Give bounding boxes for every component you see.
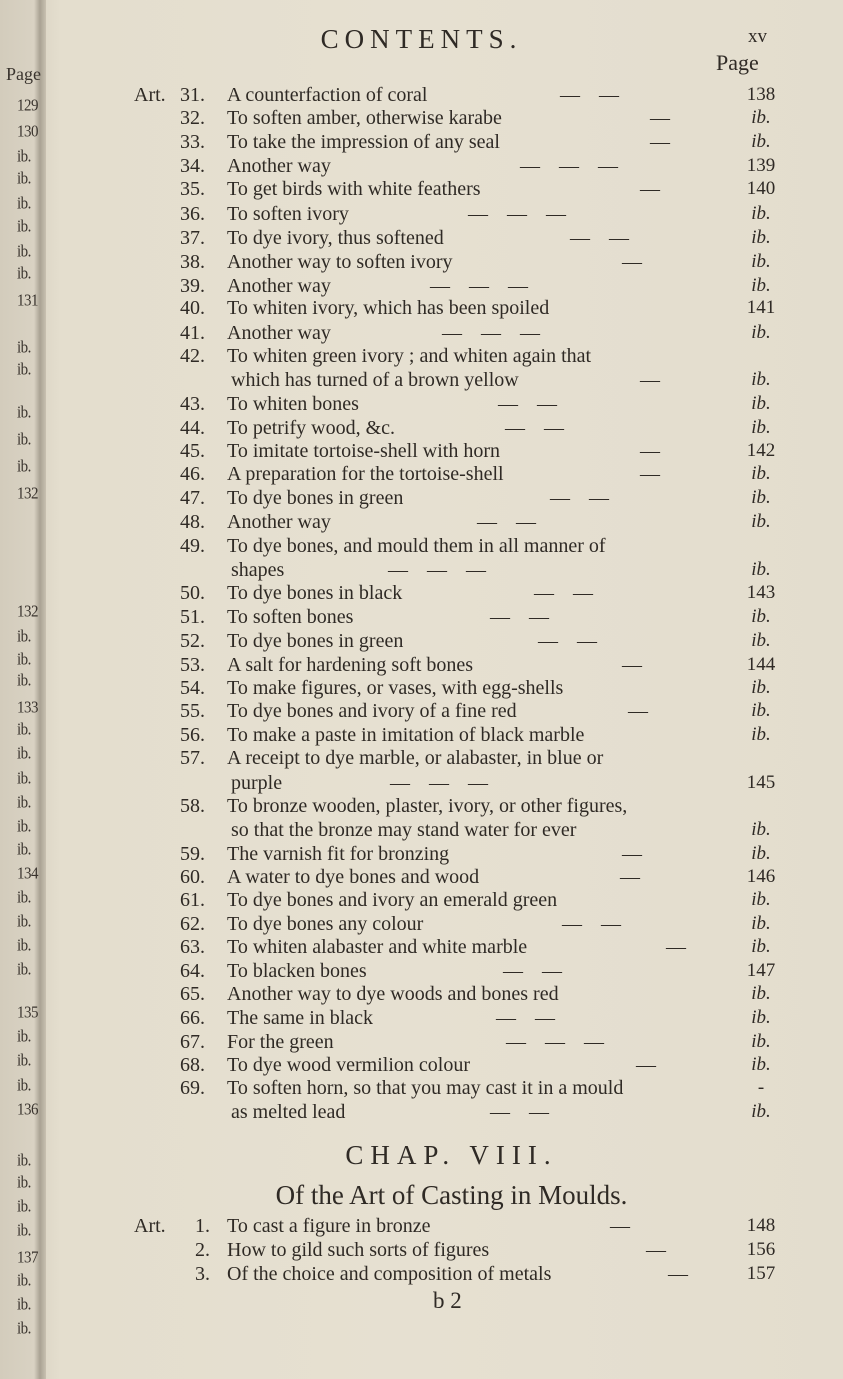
folio-number: xv (748, 26, 767, 47)
entry-title: To dye bones any colour (227, 913, 424, 935)
entry-page: ib. (751, 131, 771, 152)
contents-entry (0, 463, 843, 489)
facing-page-number: ib. (17, 195, 31, 213)
facing-page-number: ib. (17, 243, 31, 261)
facing-page-number: ib. (17, 458, 31, 476)
entry-number: 38. (180, 251, 205, 273)
facing-page-number: 135 (17, 1004, 38, 1022)
leader-dashes: — — (503, 960, 562, 982)
facing-page-number: ib. (17, 1222, 31, 1240)
entry-page: ib. (751, 1031, 771, 1052)
entry-title: To dye bones and ivory an emerald green (227, 889, 558, 911)
facing-page-number: ib. (17, 148, 31, 166)
leader-dashes: — — (550, 487, 609, 509)
leader-dashes: — (640, 463, 660, 485)
facing-page-number: 130 (17, 123, 38, 141)
entry-number: 62. (180, 913, 205, 935)
facing-page-number: ib. (17, 218, 31, 236)
entry-page: ib. (751, 559, 771, 580)
leader-dashes: — (646, 1239, 666, 1261)
entry-title: To whiten ivory, which has been spoiled (227, 297, 550, 319)
facing-page-number: ib. (17, 913, 31, 931)
leader-dashes: — — — (442, 322, 540, 344)
facing-page-number: ib. (17, 745, 31, 763)
entry-page: ib. (751, 936, 771, 957)
contents-entry (0, 1077, 843, 1103)
entry-page: ib. (751, 630, 771, 651)
leader-dashes: — (622, 251, 642, 273)
entry-title: Another way (227, 511, 331, 533)
entry-title: To soften amber, otherwise karabe (227, 107, 502, 129)
leader-dashes: — — — (520, 155, 618, 177)
entry-page: ib. (751, 463, 771, 484)
entry-title: Another way (227, 155, 331, 177)
contents-entry (0, 487, 843, 513)
entry-number: 46. (180, 463, 205, 485)
entry-number: 37. (180, 227, 205, 249)
entry-title: How to gild such sorts of figures (227, 1239, 490, 1261)
entry-title: To dye bones in green (227, 630, 404, 652)
signature-mark: b 2 (433, 1288, 462, 1313)
leader-dashes: — — (562, 913, 621, 935)
leader-dashes: — (610, 1215, 630, 1237)
entry-page: 145 (746, 772, 776, 793)
contents-entry (0, 227, 843, 253)
entry-title: To dye bones, and mould them in all manner of (227, 535, 606, 557)
facing-page-number: ib. (17, 672, 31, 690)
entry-number: 55. (180, 700, 205, 722)
entry-number: 68. (180, 1054, 205, 1076)
entry-number: 50. (180, 582, 205, 604)
facing-page-number: ib. (17, 770, 31, 788)
leader-dashes: — — (498, 393, 557, 415)
contents-entry (0, 983, 843, 1009)
contents-entry (0, 819, 843, 845)
leader-dashes: — (622, 654, 642, 676)
entry-page: ib. (751, 487, 771, 508)
leader-dashes: — — (570, 227, 629, 249)
entry-page: ib. (751, 700, 771, 721)
entry-title: A salt for hardening soft bones (227, 654, 474, 676)
facing-page-number: 129 (17, 97, 38, 115)
entry-page: ib. (751, 606, 771, 627)
entry-page: 139 (746, 155, 776, 176)
entry-number: 31. (180, 84, 205, 106)
facing-page-number: 136 (17, 1101, 38, 1119)
entry-title: shapes (231, 559, 285, 581)
entry-title: To take the impression of any seal (227, 131, 500, 153)
leader-dashes: — — (534, 582, 593, 604)
entry-number: 52. (180, 630, 205, 652)
entry-number: 66. (180, 1007, 205, 1029)
entry-page: ib. (751, 913, 771, 934)
entry-title: as melted lead (231, 1101, 346, 1123)
entry-title: A receipt to dye marble, or alabaster, in blue or (227, 747, 604, 769)
entry-title: A preparation for the tortoise-shell (227, 463, 504, 485)
leader-dashes: — (650, 107, 670, 129)
contents-entry (0, 393, 843, 419)
entry-number: 51. (180, 606, 205, 628)
contents-entry (0, 630, 843, 656)
entry-number: 41. (180, 322, 205, 344)
facing-page-number: ib. (17, 1198, 31, 1216)
entry-number: 1. (195, 1215, 210, 1237)
leader-dashes: — (636, 1054, 656, 1076)
leader-dashes: — (650, 131, 670, 153)
entry-number: 58. (180, 795, 205, 817)
entry-title: To whiten alabaster and white marble (227, 936, 528, 958)
entry-number: 36. (180, 203, 205, 225)
facing-page-label: Page (6, 64, 41, 84)
entry-page: 144 (746, 654, 776, 675)
entry-number: 2. (195, 1239, 210, 1261)
contents-entry (0, 203, 843, 229)
entry-number: 43. (180, 393, 205, 415)
entry-page: 142 (746, 440, 776, 461)
entry-number: 69. (180, 1077, 205, 1099)
facing-page-number: ib. (17, 1272, 31, 1290)
facing-page-number: ib. (17, 1077, 31, 1095)
facing-page-number: 137 (17, 1249, 38, 1267)
entry-number: 49. (180, 535, 205, 557)
entry-title: Another way (227, 322, 331, 344)
leader-dashes: — — (477, 511, 536, 533)
entry-number: 33. (180, 131, 205, 153)
facing-page-number: ib. (17, 339, 31, 357)
entry-title: To cast a figure in bronze (227, 1215, 431, 1237)
entry-page: ib. (751, 819, 771, 840)
chapter-entry (0, 1263, 843, 1289)
entry-page: 157 (746, 1263, 776, 1284)
entry-title: To dye bones in green (227, 487, 404, 509)
entry-title: To dye bones and ivory of a fine red (227, 700, 517, 722)
entry-page: 146 (746, 866, 776, 887)
entry-page: ib. (751, 275, 771, 296)
entry-page: ib. (751, 107, 771, 128)
leader-dashes: — — (505, 417, 564, 439)
entry-page: ib. (751, 843, 771, 864)
entry-title: To get birds with white feathers (227, 178, 481, 200)
entry-title: Of the choice and composition of metals (227, 1263, 552, 1285)
facing-page-number: ib. (17, 841, 31, 859)
entry-title: To whiten green ivory ; and whiten again that (227, 345, 592, 367)
leader-dashes: — — (496, 1007, 555, 1029)
entry-number: 59. (180, 843, 205, 865)
contents-entry (0, 1007, 843, 1033)
entry-number: 53. (180, 654, 205, 676)
contents-entry (0, 889, 843, 915)
contents-entry (0, 795, 843, 821)
entry-page: ib. (751, 511, 771, 532)
leader-dashes: — (622, 843, 642, 865)
leader-dashes: — (628, 700, 648, 722)
entry-title: A counterfaction of coral (227, 84, 428, 106)
entry-title: purple (231, 772, 283, 794)
entry-title: Another way to soften ivory (227, 251, 453, 273)
facing-page-number: ib. (17, 404, 31, 422)
leader-dashes: — — — (468, 203, 566, 225)
entry-number: 3. (195, 1263, 210, 1285)
entry-page: 138 (746, 84, 776, 105)
entry-title: A water to dye bones and wood (227, 866, 480, 888)
entry-title: To petrify wood, &c. (227, 417, 396, 439)
facing-page-number: ib. (17, 265, 31, 283)
leader-dashes: — (620, 866, 640, 888)
entry-number: 42. (180, 345, 205, 367)
facing-page-number: ib. (17, 1320, 31, 1338)
entry-title: To soften horn, so that you may cast it in a mould (227, 1077, 624, 1099)
contents-entry (0, 345, 843, 371)
leader-dashes: — — (490, 606, 549, 628)
contents-entry (0, 107, 843, 133)
entry-title: To imitate tortoise-shell with horn (227, 440, 500, 462)
entry-page: 143 (746, 582, 776, 603)
entry-number: 32. (180, 107, 205, 129)
entry-page: 156 (746, 1239, 776, 1260)
entry-page: ib. (751, 1101, 771, 1122)
entry-page: ib. (751, 1054, 771, 1075)
facing-page-number: ib. (17, 1052, 31, 1070)
entry-page: ib. (751, 724, 771, 745)
chapter-entry (0, 1239, 843, 1265)
leader-dashes: — — (560, 84, 619, 106)
entry-number: 56. (180, 724, 205, 746)
entry-title: To whiten bones (227, 393, 359, 415)
entry-page: 140 (746, 178, 776, 199)
chapter-heading: CHAP. VIII. (345, 1140, 558, 1170)
leader-dashes: — — — (390, 772, 488, 794)
entry-number: 65. (180, 983, 205, 1005)
entry-title: To blacken bones (227, 960, 367, 982)
entry-page: ib. (751, 322, 771, 343)
entry-title: To make a paste in imitation of black marble (227, 724, 585, 746)
entry-number: 63. (180, 936, 205, 958)
leader-dashes: — — — (430, 275, 528, 297)
facing-page-number: ib. (17, 721, 31, 739)
entry-page: ib. (751, 889, 771, 910)
facing-page-number: 133 (17, 699, 38, 717)
article-label: Art. (134, 84, 166, 106)
entry-title: Another way to dye woods and bones red (227, 983, 559, 1005)
entry-page: ib. (751, 677, 771, 698)
leader-dashes: — — — (388, 559, 486, 581)
entry-title: To dye bones in black (227, 582, 403, 604)
entry-number: 47. (180, 487, 205, 509)
entry-title: To soften bones (227, 606, 354, 628)
contents-entry (0, 131, 843, 157)
chapter-subtitle: Of the Art of Casting in Moulds. (275, 1180, 628, 1210)
entry-title: To dye wood vermilion colour (227, 1054, 470, 1076)
entry-page: ib. (751, 417, 771, 438)
contents-entry (0, 747, 843, 773)
facing-page-number: ib. (17, 628, 31, 646)
entry-page: ib. (751, 369, 771, 390)
contents-entry (0, 606, 843, 632)
facing-page-number: ib. (17, 170, 31, 188)
entry-title: Another way (227, 275, 331, 297)
entry-number: 34. (180, 155, 205, 177)
entry-page: - (757, 1077, 765, 1098)
contents-entry (0, 936, 843, 962)
entry-page: 141 (746, 297, 776, 318)
entry-title: so that the bronze may stand water for ever (231, 819, 577, 841)
leader-dashes: — (666, 936, 686, 958)
entry-number: 64. (180, 960, 205, 982)
entry-title: The varnish fit for bronzing (227, 843, 450, 865)
entry-page: 148 (746, 1215, 776, 1236)
page-column-label: Page (716, 50, 759, 75)
contents-entry (0, 1101, 843, 1127)
facing-page-number: ib. (17, 1028, 31, 1046)
entry-title: The same in black (227, 1007, 374, 1029)
leader-dashes: — (640, 440, 660, 462)
leader-dashes: — — (490, 1101, 549, 1123)
facing-page-number: 132 (17, 603, 38, 621)
facing-page-number: ib. (17, 937, 31, 955)
contents-entry (0, 582, 843, 608)
chapter-entry (0, 1215, 843, 1241)
leader-dashes: — (668, 1263, 688, 1285)
entry-number: 54. (180, 677, 205, 699)
page-title: CONTENTS. (320, 24, 523, 54)
entry-title: To bronze wooden, plaster, ivory, or other figures, (227, 795, 628, 817)
entry-page: ib. (751, 227, 771, 248)
contents-entry (0, 369, 843, 395)
facing-page-number: ib. (17, 1174, 31, 1192)
contents-entry (0, 251, 843, 277)
facing-page-number: ib. (17, 1296, 31, 1314)
entry-number: 35. (180, 178, 205, 200)
entry-page: ib. (751, 203, 771, 224)
facing-page-number: ib. (17, 1152, 31, 1170)
entry-number: 40. (180, 297, 205, 319)
entry-title: To make figures, or vases, with egg-shells (227, 677, 564, 699)
contents-entry (0, 535, 843, 561)
entry-title: For the green (227, 1031, 334, 1053)
leader-dashes: — (640, 178, 660, 200)
contents-entry (0, 511, 843, 537)
facing-page-number: ib. (17, 361, 31, 379)
entry-number: 67. (180, 1031, 205, 1053)
entry-title: To dye ivory, thus softened (227, 227, 444, 249)
facing-page-number: ib. (17, 818, 31, 836)
entry-number: 61. (180, 889, 205, 911)
contents-entry (0, 297, 843, 323)
entry-page: ib. (751, 251, 771, 272)
entry-number: 48. (180, 511, 205, 533)
facing-page-number: ib. (17, 889, 31, 907)
entry-number: 57. (180, 747, 205, 769)
leader-dashes: — — — (506, 1031, 604, 1053)
facing-page-number: ib. (17, 961, 31, 979)
entry-number: 45. (180, 440, 205, 462)
entry-page: ib. (751, 983, 771, 1004)
facing-page-number: ib. (17, 651, 31, 669)
entry-number: 39. (180, 275, 205, 297)
entry-title: To soften ivory (227, 203, 349, 225)
facing-page-number: 134 (17, 865, 38, 883)
entry-title: which has turned of a brown yellow (231, 369, 519, 391)
contents-entry (0, 700, 843, 726)
entry-page: ib. (751, 1007, 771, 1028)
contents-entry (0, 178, 843, 204)
entry-number: 44. (180, 417, 205, 439)
facing-page-number: 131 (17, 292, 38, 310)
facing-page-number: 132 (17, 485, 38, 503)
entry-page: 147 (746, 960, 776, 981)
facing-page-number: ib. (17, 794, 31, 812)
entry-page: ib. (751, 393, 771, 414)
entry-number: 60. (180, 866, 205, 888)
article-label: Art. (134, 1215, 166, 1237)
leader-dashes: — — (538, 630, 597, 652)
leader-dashes: — (640, 369, 660, 391)
facing-page-number: ib. (17, 431, 31, 449)
